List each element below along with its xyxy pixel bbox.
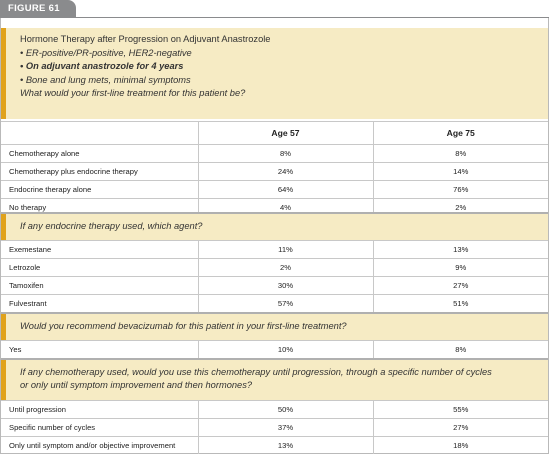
value-age-57: 13% — [198, 437, 373, 455]
row-label: No therapy — [1, 199, 198, 217]
table-row — [1, 259, 548, 277]
case-bullet: • On adjuvant anastrozole for 4 years — [20, 61, 184, 71]
row-label: Letrozole — [1, 259, 198, 277]
endocrine-question-box — [1, 214, 548, 240]
row-label: Only until symptom and/or objective improvement — [1, 437, 198, 455]
chemotherapy-duration-table — [1, 400, 548, 454]
treatment-table — [1, 121, 548, 216]
value-age-75: 2% — [373, 199, 548, 217]
column-header-age-57: Age 57 — [198, 122, 373, 145]
table-row — [1, 241, 548, 259]
value-age-75: 27% — [373, 419, 548, 437]
row-label: Until progression — [1, 401, 198, 419]
row-label: Fulvestrant — [1, 295, 198, 313]
case-description — [1, 28, 548, 119]
table-row — [1, 341, 548, 359]
value-age-75: 51% — [373, 295, 548, 313]
row-label: Chemotherapy plus endocrine therapy — [1, 163, 198, 181]
value-age-57: 2% — [198, 259, 373, 277]
value-age-57: 4% — [198, 199, 373, 217]
value-age-75: 18% — [373, 437, 548, 455]
case-question: What would your first-line treatment for this patient be? — [20, 88, 246, 98]
table-row — [1, 145, 548, 163]
value-age-75: 27% — [373, 277, 548, 295]
figure-label: FIGURE 61 — [0, 0, 76, 18]
endocrine-question: If any endocrine therapy used, which agent? — [20, 221, 203, 231]
value-age-75: 9% — [373, 259, 548, 277]
table-row — [1, 295, 548, 313]
case-title: Hormone Therapy after Progression on Adjuvant Anastrozole — [20, 34, 271, 44]
table-row — [1, 419, 548, 437]
value-age-57: 37% — [198, 419, 373, 437]
row-label: Tamoxifen — [1, 277, 198, 295]
value-age-57: 11% — [198, 241, 373, 259]
value-age-57: 50% — [198, 401, 373, 419]
row-label: Exemestane — [1, 241, 198, 259]
row-label: Yes — [1, 341, 198, 359]
table-row — [1, 401, 548, 419]
value-age-57: 57% — [198, 295, 373, 313]
value-age-75: 76% — [373, 181, 548, 199]
value-age-75: 55% — [373, 401, 548, 419]
bevacizumab-question-box — [1, 314, 548, 340]
value-age-57: 10% — [198, 341, 373, 359]
value-age-75: 8% — [373, 341, 548, 359]
case-bullet: • Bone and lung mets, minimal symptoms — [20, 74, 191, 85]
row-label: Endocrine therapy alone — [1, 181, 198, 199]
value-age-75: 14% — [373, 163, 548, 181]
table-header-row — [1, 122, 548, 145]
figure-frame — [0, 18, 549, 454]
value-age-75: 13% — [373, 241, 548, 259]
table-row — [1, 437, 548, 455]
table-row — [1, 277, 548, 295]
row-label: Chemotherapy alone — [1, 145, 198, 163]
row-label: Specific number of cycles — [1, 419, 198, 437]
bevacizumab-question: Would you recommend bevacizumab for this patient in your first-line treatment? — [20, 321, 347, 331]
endocrine-agent-table — [1, 240, 548, 312]
chemotherapy-duration-question: If any chemotherapy used, would you use this chemotherapy until progression, through a specific number of cycles or only until symptom improvement and then hormones? — [20, 367, 492, 390]
case-bullet: • ER-positive/PR-positive, HER2-negative — [20, 47, 192, 58]
value-age-57: 8% — [198, 145, 373, 163]
value-age-75: 8% — [373, 145, 548, 163]
chemotherapy-duration-question-box — [1, 360, 548, 400]
value-age-57: 30% — [198, 277, 373, 295]
value-age-57: 64% — [198, 181, 373, 199]
bevacizumab-table — [1, 340, 548, 358]
column-header-age-75: Age 75 — [373, 122, 548, 145]
table-row — [1, 181, 548, 199]
value-age-57: 24% — [198, 163, 373, 181]
table-row — [1, 163, 548, 181]
